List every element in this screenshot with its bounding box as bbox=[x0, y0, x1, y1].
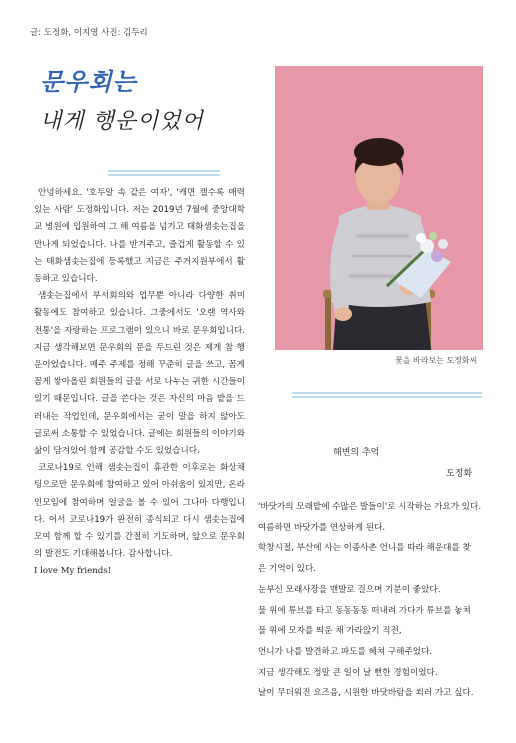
poem-line: 은 기억이 있다. bbox=[258, 564, 317, 575]
poem-body bbox=[258, 497, 483, 704]
poem-title: 해변의 추억 bbox=[333, 448, 380, 458]
portrait-photo bbox=[275, 66, 483, 350]
title-line-2: 내게 행운이었어 bbox=[40, 109, 204, 134]
poem-line: '바닷가의 모래밭에 수많은 발들이'로 시작하는 가요가 있다. bbox=[258, 502, 482, 512]
article-body bbox=[34, 185, 245, 581]
poem-line: 지금 생각해도 정말 큰 일이 날 뻔한 경험이었다. bbox=[258, 667, 438, 678]
poem-line: 학창시절, 부산에 사는 이종사촌 언니를 따라 해운대를 찾 bbox=[258, 543, 471, 554]
body-paragraph: 코로나19로 인해 샘솟는집이 휴관한 이후로는 화상채팅으로만 문우회에 참여하고 있어 아쉬움이 있지만, 온라인모임에 참여하며 얼굴을 볼 수 있어 그나마 다행입니다. 어서 코로나19가 완전히 종식되고 다시 샘솟는집에 모여 함께 할 수 있기를 간절히 기도하며, 앞으로 문우회의 발전도 기대해봅니다. 감사합니다. bbox=[34, 463, 245, 560]
photo-divider-top bbox=[292, 392, 482, 394]
title-divider-bottom bbox=[108, 174, 220, 176]
portrait-illustration bbox=[275, 66, 483, 350]
photo-caption: 꽃을 바라보는 도정화씨 bbox=[395, 356, 478, 365]
poem-line: 물 위에 튜브를 타고 동동동동 떠내려 가다가 튜브를 놓쳐 bbox=[258, 605, 471, 616]
poem-line: 여름하면 바닷가를 연상하게 된다. bbox=[258, 522, 386, 533]
poem-line: 언니가 나를 발견하고 파도를 헤쳐 구해주었다. bbox=[258, 646, 433, 657]
title-divider-top bbox=[108, 170, 220, 172]
closing-line: I love My friends! bbox=[34, 566, 112, 577]
poem-line: 물 위에 모자를 띄운 채 가라앉기 직전, bbox=[258, 626, 402, 637]
body-paragraph: 안녕하세요. '호두알 속 같은 여자', '캐면 캘수록 매력 있는 사람' 도정화입니다. 저는 2019년 7월에 중앙대학교 병원에 입원하여 그 해 여름을 넘기고 태화샘솟는집을 만나게 되었습니다. 나를 반겨주고, 즐겁게 활동할 수 있는 태화샘솟는집에 등록했고 지금은 주거지원부에서 활동하고 있습니다. bbox=[34, 188, 245, 285]
poem-line: 날이 무더워진 요즈음, 시원한 바닷바람을 쐬러 가고 싶다. bbox=[258, 688, 474, 699]
photo-divider-bottom bbox=[292, 396, 482, 398]
body-paragraph: 샘솟는집에서 부서회의와 업무뿐 아니라 다양한 취미 활동에도 참여하고 있습니다. 그중에서도 '오랜 역사와 전통'을 자랑하는 프로그램이 있으니 바로 문우회입니다. 지금 생각해보면 문우회의 문을 두드린 것은 제게 참 행운이었습니다. 매주 주제를 정해 꾸준히 글을 쓰고, 꼼게 꼼게 쌓아올린 회원들의 글을 서로 나누는 귀한 시간들이 있기 때문입니다. 글을 쓴다는 것은 자신의 마음 밭을 드러내는 작업인데, 문우회에서는 굳이 말을 하지 않아도 글로써 소통할 수 있었습니다. 글에는 회원들의 이야기와 삶이 담겨있어 함께 공감할 수도 있었습니다. bbox=[34, 291, 245, 457]
title-line-1: 문우회는 bbox=[40, 67, 137, 96]
poem-author: 도정화 bbox=[446, 469, 473, 479]
credit-line: 글: 도정화, 이지영 사진: 김두리 bbox=[30, 28, 148, 38]
poem-line: 눈부신 모래사장을 맨발로 걸으며 기분이 좋았다. bbox=[258, 584, 441, 595]
